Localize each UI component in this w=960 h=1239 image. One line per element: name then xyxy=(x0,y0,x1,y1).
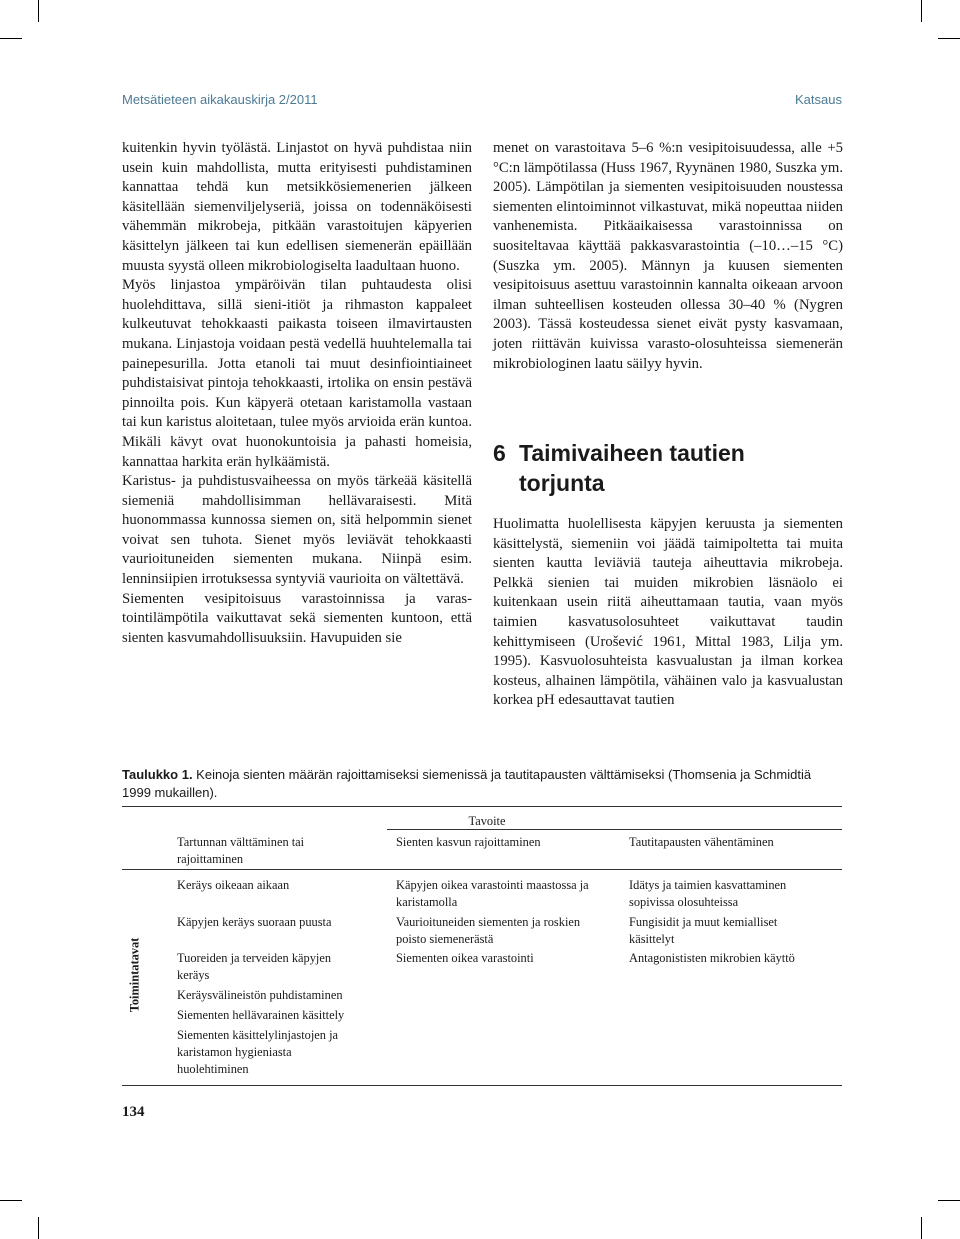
table-cell: Siementen käsittelylinjastojen ja karistamon hygieniasta huolehtiminen xyxy=(177,1028,339,1076)
crop-mark xyxy=(0,1200,22,1201)
running-head xyxy=(122,92,842,110)
crop-mark xyxy=(938,38,960,39)
table-bottom-rule xyxy=(122,1085,842,1086)
crop-mark xyxy=(921,1217,922,1239)
table-cell: Tuoreiden ja terveiden käpyjen keräys xyxy=(177,951,332,982)
section-body xyxy=(493,515,843,711)
row-group-text: Toimintatavat xyxy=(127,937,142,1013)
journal-title: Metsätieteen aikakauskirja 2/2011 xyxy=(122,92,318,107)
table-header-rule xyxy=(387,829,842,830)
table-label: Taulukko 1. xyxy=(122,767,193,782)
paragraph: kuitenkin hyvin työlästä. Linjastot on hyvä puhdistaa niin usein kuin mahdollista, mutta erityisesti puhdistaminen kannattaa tehdä kun metsikkösiemenerien jälkeen käsitellään siemenviljelyseriä, joissa on todennäköisesti vähemmän mikrobeja, pitkään varastoitujen käpyerien käsittelyn jälkeen tai kun edellisen siemenerän epäillään muusta syystä olleen mikrobiologiselta laadultaan huono. xyxy=(122,140,472,274)
section-number: 6 xyxy=(493,440,506,466)
column-header: Tautitapausten vähentäminen xyxy=(629,835,774,849)
column-header: Sienten kasvun rajoittaminen xyxy=(396,835,541,849)
table-cell: Keräysvälineistön puhdistaminen xyxy=(177,988,343,1002)
table-cell: Käpyjen keräys suoraan puusta xyxy=(177,915,332,929)
paragraph: Myös linjastoa ympäröivän tilan puhtaudesta olisi huolehdittava, sillä sieni-itiöt ja rihmaston kappaleet kulkeutuvat tehokkaasti paikasta toiseen ilmavirtausten mukana. Linjastoja voidaan pestä vedellä huuhtelemalla tai painepesurilla. Jotta etanoli tai muut desinfiointiaineet puhdistaisivat pintoja tehokkaasti, irtolika on ensin pestävä pinnoilta pois. Kun käpyerä otetaan karistamolla vastaan tai kun karistus aloitetaan, tulee myös arvioida erän kuntoa. Mikäli kävyt ovat huonokuntoisia ja pahasti homeisia, kannattaa harkita erän hylkäämistä. xyxy=(122,277,472,470)
crop-mark xyxy=(921,0,922,22)
table-caption-text: Keinoja sienten määrän rajoittamiseksi siemenissä ja tautitapausten välttämiseksi (Thomsenia ja Schmidtiä 1999 mukaillen). xyxy=(122,767,812,800)
crop-mark xyxy=(38,0,39,22)
section-label: Katsaus xyxy=(795,92,842,107)
right-column xyxy=(493,139,843,374)
table-cell: Idätys ja taimien kasvattaminen sopivissa olosuhteissa xyxy=(629,878,787,909)
page-number: 134 xyxy=(122,1104,145,1120)
table-top-rule xyxy=(122,806,842,807)
paragraph: Karistus- ja puhdistusvaiheessa on myös tärkeää käsitellä siemeniä mahdollisimman hellävaraisesti. Mitä huonommassa kunnossa siemen on, sitä helpommin sienet voivat sen tuhota. Sienet myös leviävät tehokkaasti vaurioituneiden siementen mukana. Niinpä esim. lenninsiipien irrotuksessa syntyviä vaurioita on vältettävä. xyxy=(122,473,472,588)
crop-mark xyxy=(38,1217,39,1239)
crop-mark xyxy=(0,38,22,39)
table-cell: Käpyjen oikea varastointi maastossa ja karistamolla xyxy=(396,878,589,909)
table-cell: Antagonististen mikrobien käyttö xyxy=(629,951,795,965)
section-title: Taimivaiheen tautien torjunta xyxy=(519,440,745,496)
left-column xyxy=(122,139,472,648)
group-header: Tavoite xyxy=(468,814,506,828)
paragraph: Siementen vesipitoisuus varastoinnissa ja varastointilämpötila vaikuttavat sekä siementen kuntoon, että sienten kasvumahdollisuuksiin. Havupuiden sie xyxy=(122,590,472,646)
table-cell: Siementen oikea varastointi xyxy=(396,951,534,965)
table-mid-rule xyxy=(122,869,842,870)
table-caption xyxy=(122,766,842,802)
paragraph: menet on varastoitava 5–6 %:n vesipitoisuudessa, alle +5 °C:n lämpötilassa (Huss 1967, Ryynänen 1980, Suszka ym. 2005). Lämpötilan ja siementen vesipitoisuuden noustessa siementen elintoiminnot vilkastuvat, mikä nopeuttaa niiden vanhenemista. Pitkäaikaisessa varastoinnissa on suositeltavaa käyttää pakkasvarastointia (–10…–15 °C) (Suszka ym. 2005). Männyn ja kuusen siementen vesipitoisuus asettuu varastoinnin kannalta oikeaan arvoon ilman suhteellisen kosteuden ollessa 30–40 % (Nygren 2003). Tässä kosteudessa sienet eivät pysty kasvamaan, joten riittävän kuivissa varasto-olosuhteissa siemenerän mikrobiologinen laatu säilyy hyvin. xyxy=(493,140,843,372)
table-cell: Vaurioituneiden siementen ja roskien poisto siemenerästä xyxy=(396,915,581,946)
table-cell: Siementen hellävarainen käsittely xyxy=(177,1008,345,1022)
crop-mark xyxy=(938,1200,960,1201)
column-header: Tartunnan välttäminen tai rajoittaminen xyxy=(177,835,305,866)
table-cell: Keräys oikeaan aikaan xyxy=(177,878,290,892)
table-cell: Fungisidit ja muut kemialliset käsittelyt xyxy=(629,915,778,946)
paragraph: Huolimatta huolellisesta käpyjen keruusta ja siementen käsittelystä, siemeniin voi jäädä taimipoltetta tai muita sienten kautta leviäviä tauteja aiheuttavia mikrobeja. Pelkkä sienien tai muiden mikrobien läsnäolo ei kuitenkaan usein riitä aiheuttamaan tautia, vaan myös taimien kasvatusolosuhteet vaikuttavat taudin kehittymiseen (Urošević 1961, Mittal 1983, Lilja ym. 1995). Kasvuolosuhteista kasvualustan ja ilman korkea kosteus, alhainen lämpötila, vähäinen valo ja kasvualustan korkea pH edesauttavat tautien xyxy=(493,516,843,709)
